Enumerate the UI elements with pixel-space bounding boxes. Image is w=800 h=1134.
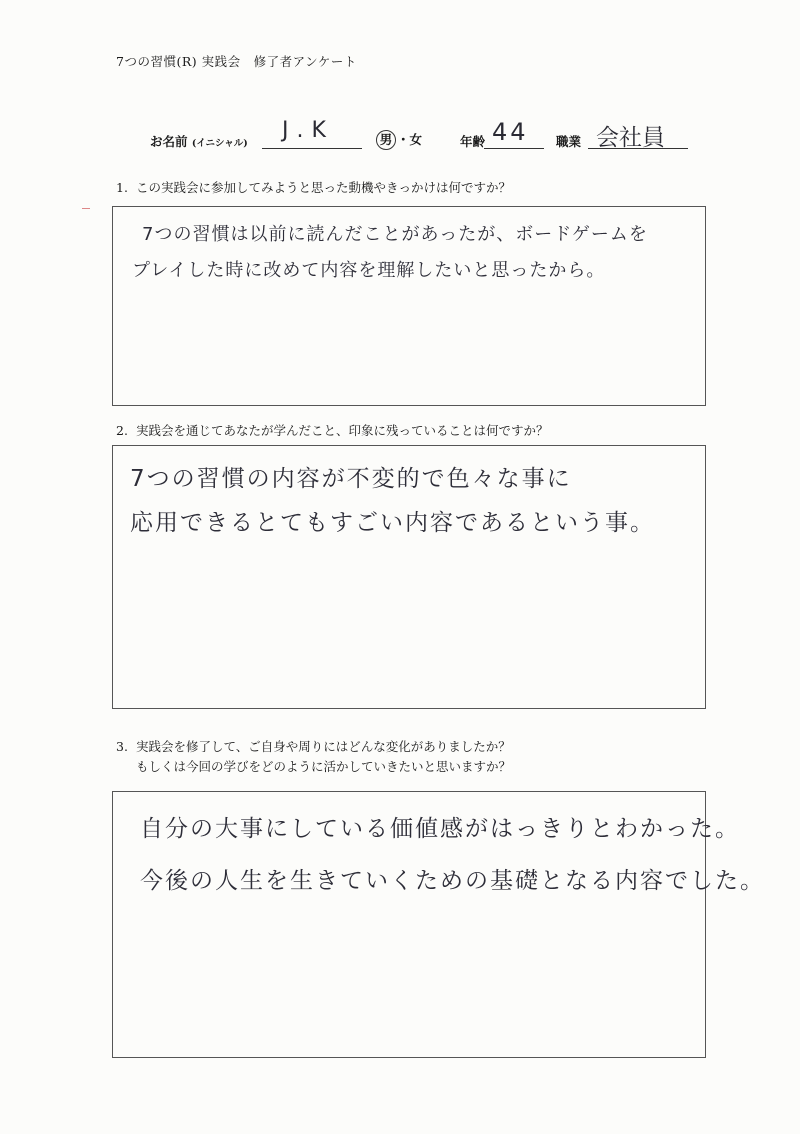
job-label: 職業: [556, 134, 582, 149]
question-text-line-2: もしくは今回の学びをどのように活かしていきたいと思いますか？: [136, 759, 512, 774]
answer-1-line-2: プレイした時に改めて内容を理解したいと思ったから。: [132, 260, 606, 281]
name-label-text: お名前: [150, 134, 188, 149]
question-number: 1.: [116, 180, 128, 195]
gender-field: [376, 130, 422, 150]
question-3: [116, 737, 511, 777]
respondent-info-row: [0, 118, 800, 158]
name-value: J.K: [282, 118, 334, 143]
question-text: 実践会を通じてあなたが学んだこと、印象に残っていることは何ですか？: [136, 423, 549, 438]
question-1: [116, 178, 511, 198]
margin-mark: [82, 208, 90, 209]
answer-2-line-2: 応用できるとてもすごい内容であるという事。: [130, 510, 655, 536]
document-title: 7つの習慣(R) 実践会 修了者アンケート: [116, 54, 357, 69]
name-hint: (イニシャル): [191, 138, 248, 149]
question-text: この実践会に参加してみようと思った動機やきっかけは何ですか？: [136, 180, 512, 195]
question-2: [116, 421, 549, 441]
job-value: 会社員: [596, 125, 665, 151]
question-number: 2.: [116, 423, 128, 438]
age-value: 44: [492, 118, 529, 146]
name-label: [150, 132, 248, 150]
answer-3-line-2: 今後の人生を生きていくための基礎となる内容でした。: [140, 868, 765, 894]
name-underline: [262, 148, 362, 149]
gender-female: 女: [409, 132, 423, 147]
answer-1-line-1: 7つの習慣は以前に読んだことがあったが、ボードゲームを: [142, 224, 648, 245]
job-underline: [588, 148, 688, 149]
question-text: 実践会を修了して、ご自身や周りにはどんな変化がありましたか？: [136, 739, 511, 754]
gender-separator: ・: [397, 132, 410, 147]
age-label: 年齢: [460, 134, 486, 149]
question-number: 3.: [116, 739, 128, 754]
age-underline: [484, 148, 544, 149]
gender-male-circled: 男: [376, 130, 396, 150]
answer-2-line-1: 7つの習慣の内容が不変的で色々な事に: [130, 466, 572, 492]
answer-3-line-1: 自分の大事にしている価値感がはっきりとわかった。: [140, 816, 740, 842]
